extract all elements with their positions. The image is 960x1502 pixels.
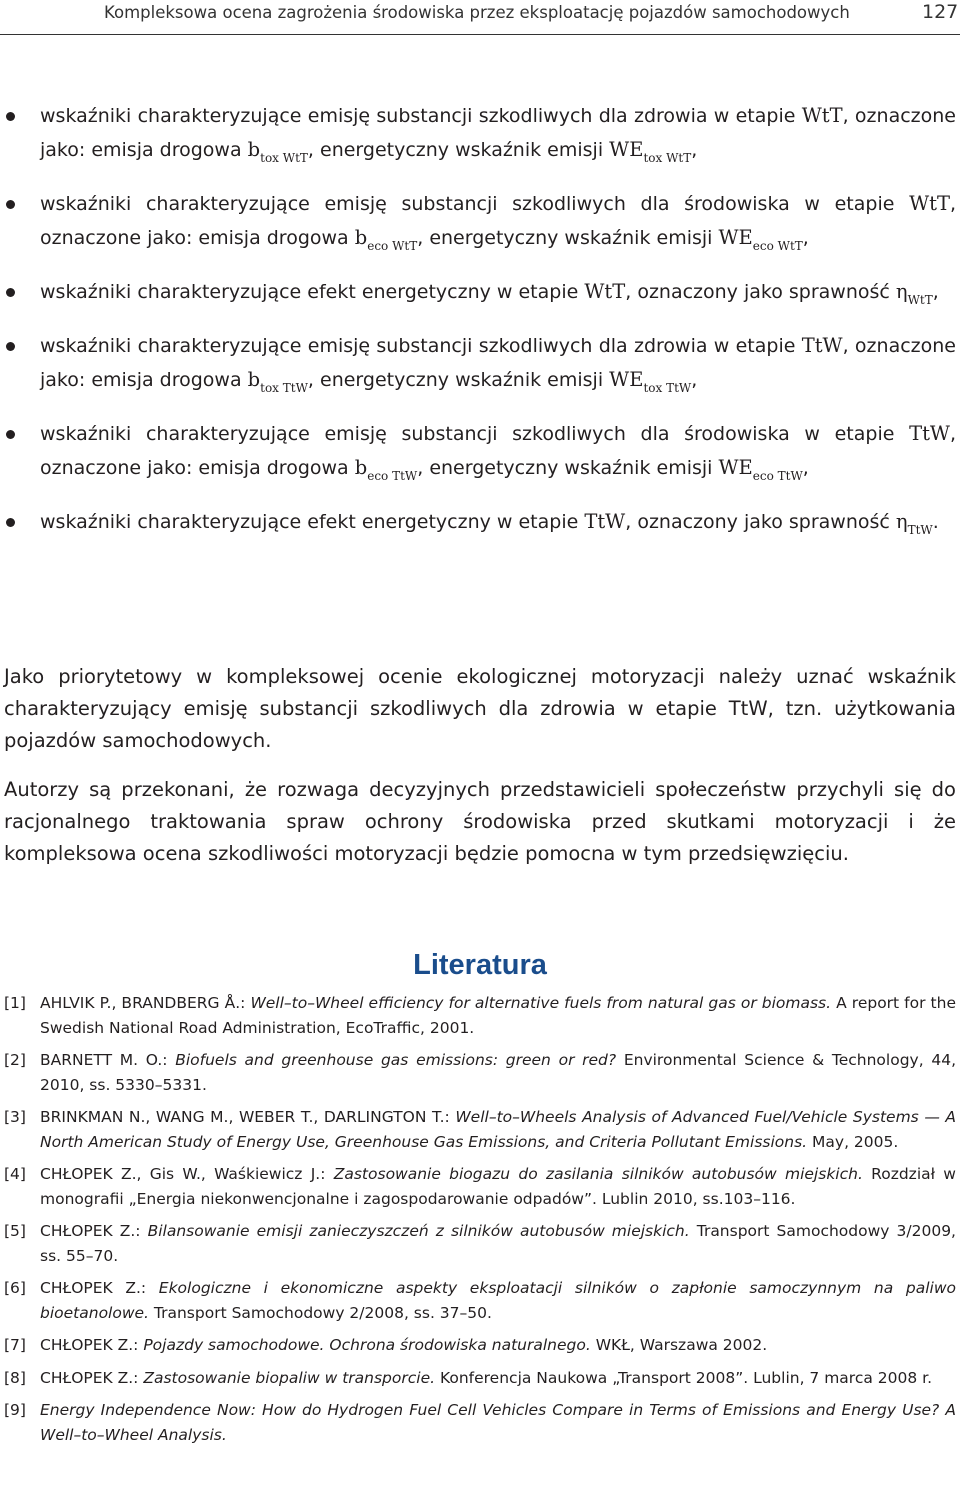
reference-list xyxy=(0,991,960,1455)
reference-item: [3] BRINKMAN N., WANG M., WEBER T., DARLINGTON T.: Well–to–Wheels Analysis of Advanced Fuel/Vehicle Systems — A North American Study of Energy Use, Greenhouse Gas Emissions, and Criteria Pollutant Emissions. May, 2005. xyxy=(4,1108,956,1151)
reference-item: [5] CHŁOPEK Z.: Bilansowanie emisji zanieczyszczeń z silników autobusów miejskich. Transport Samochodowy 3/2009, ss. 55–70. xyxy=(4,1222,956,1265)
indicator-list xyxy=(0,99,960,559)
literature-heading: Literatura xyxy=(413,949,547,981)
running-header xyxy=(0,0,960,35)
list-item: wskaźniki charakteryzujące emisję substancji szkodliwych dla środowiska w etapie TtW, oznaczone jako: emisja drogowa $b_{eco TtW}$, energetyczny wskaźnik emisji $WE_{eco TtW}$, xyxy=(0,417,960,487)
list-item: wskaźniki charakteryzujące efekt energetyczny w etapie TtW, oznaczony jako sprawność $\eta_{TtW}$. xyxy=(0,505,960,541)
body-paragraph: Jako priorytetowy w kompleksowej ocenie ekologicznej motoryzacji należy uznać wskaźnik charakteryzujący emisję substancji szkodliwych dla zdrowia w etapie TtW, tzn. użytkowania pojazdów samochodowych. xyxy=(4,665,956,752)
body-paragraph: Autorzy są przekonani, że rozwaga decyzyjnych przedstawicieli społeczeństw przychyli się do racjonalnego traktowania spraw ochrony środowiska przed skutkami motoryzacji i że kompleksowa ocena szkodliwości motoryzacji będzie pomocna w tym przedsięwzięciu. xyxy=(4,778,956,865)
list-item: wskaźniki charakteryzujące emisję substancji szkodliwych dla środowiska w etapie WtT, oznaczone jako: emisja drogowa $b_{eco WtT}$, energetyczny wskaźnik emisji $WE_{eco WtT}$, xyxy=(0,187,960,257)
reference-item: [4] CHŁOPEK Z., Gis W., Waśkiewicz J.: Zastosowanie biogazu do zasilania silników autobusów miejskich. Rozdział w monografii „Energia niekonwencjonalne i zagospodarowanie odpadów”. Lublin 2010, ss.103–116. xyxy=(4,1165,956,1208)
reference-item: [6] CHŁOPEK Z.: Ekologiczne i ekonomiczne aspekty eksploatacji silników o zapłonie samoczynnym na paliwo bioetanolowe. Transport Samochodowy 2/2008, ss. 37–50. xyxy=(4,1279,956,1322)
reference-item: [9] Energy Independence Now: How do Hydrogen Fuel Cell Vehicles Compare in Terms of Emissions and Energy Use? A Well–to–Wheel Analysis. xyxy=(4,1401,956,1444)
running-title: Kompleksowa ocena zagrożenia środowiska przez eksploatację pojazdów samochodowych xyxy=(104,3,850,22)
page-number: 127 xyxy=(922,1,959,23)
reference-item: [1] AHLVIK P., BRANDBERG Å.: Well–to–Wheel efficiency for alternative fuels from natural gas or biomass. A report for the Swedish National Road Administration, EcoTraffic, 2001. xyxy=(4,994,956,1037)
reference-item: [7] CHŁOPEK Z.: Pojazdy samochodowe. Ochrona środowiska naturalnego. WKŁ, Warszawa 2002. xyxy=(4,1336,768,1354)
list-item: wskaźniki charakteryzujące emisję substancji szkodliwych dla zdrowia w etapie WtT, oznaczone jako: emisja drogowa $b_{tox WtT}$, energetyczny wskaźnik emisji $WE_{tox WtT}$, xyxy=(0,99,960,169)
reference-item: [2] BARNETT M. O.: Biofuels and greenhouse gas emissions: green or red? Environmental Science & Technology, 44, 2010, ss. 5330–5331. xyxy=(4,1051,956,1094)
list-item: wskaźniki charakteryzujące efekt energetyczny w etapie WtT, oznaczony jako sprawność $\eta_{WtT}$, xyxy=(0,275,960,311)
list-item: wskaźniki charakteryzujące emisję substancji szkodliwych dla zdrowia w etapie TtW, oznaczone jako: emisja drogowa $b_{tox TtW}$, energetyczny wskaźnik emisji $WE_{tox TtW}$, xyxy=(0,329,960,399)
reference-item: [8] CHŁOPEK Z.: Zastosowanie biopaliw w transporcie. Konferencja Naukowa „Transport 2008”. Lublin, 7 marca 2008 r. xyxy=(4,1368,933,1387)
